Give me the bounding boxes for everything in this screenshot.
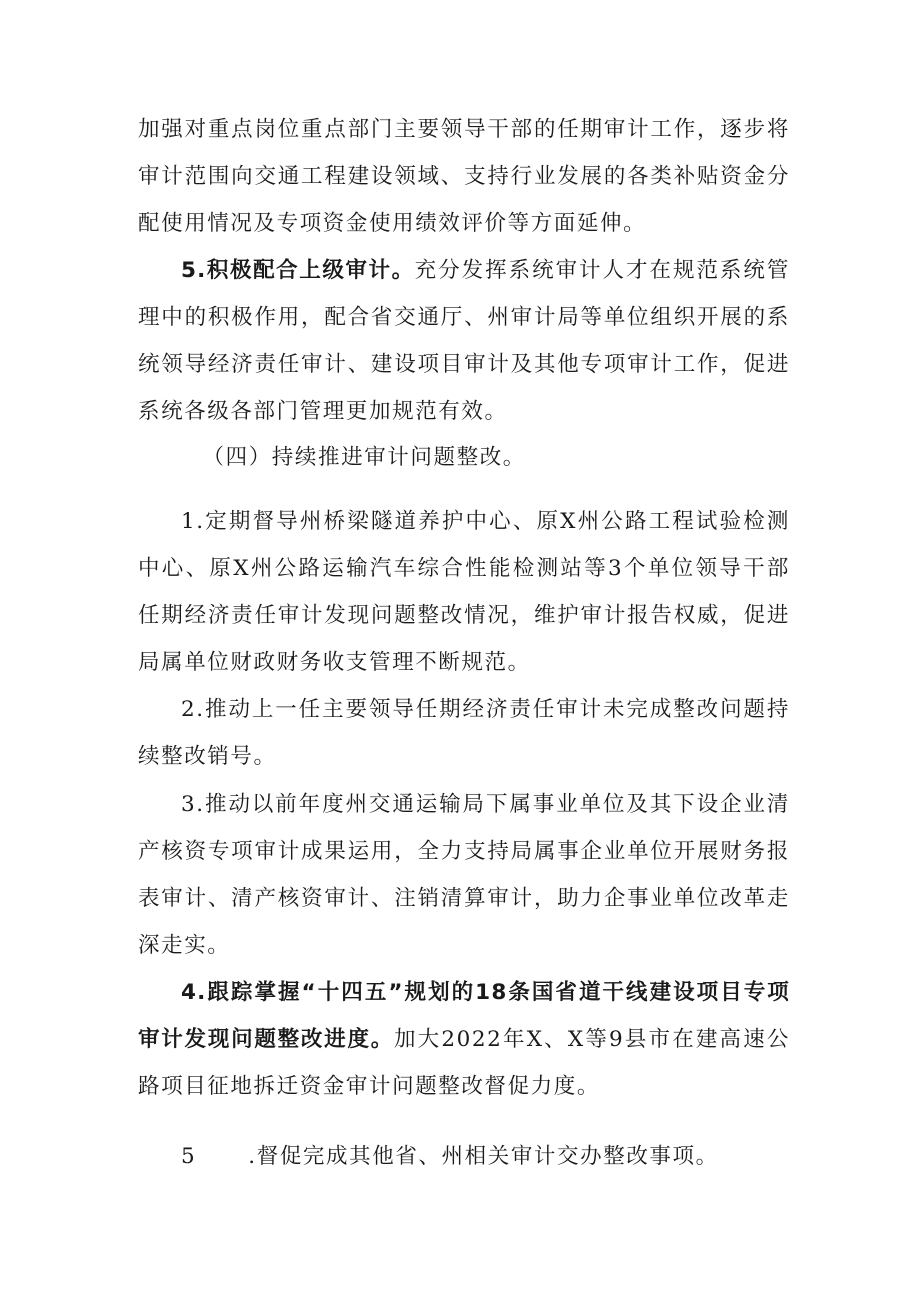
paragraph-text: 充分发挥系统审计人才在规范系统管理中的积极作用，配合省交通厅、州审计局等单位组织开展的系统领导经济责任审计、建设项目审计及其他专项审计工作，促进系统各级各部门管理更加规范有效。: [138, 258, 791, 424]
paragraph-item-4-tracking: [138, 969, 790, 1110]
item-number: 3: [181, 792, 197, 817]
paragraph-text: 加大2022年X、X等9县市在建高速公路项目征地拆迁资金审计问题整改督促力度。: [138, 1027, 790, 1099]
item-number: 1: [181, 509, 197, 534]
item-number: 5: [181, 1144, 197, 1169]
item-number: 5: [181, 258, 198, 283]
paragraph-text: .定期督导州桥梁隧道养护中心、原X州公路工程试验检测中心、原X州公路运输汽车综合性能检测站等3个单位领导干部任期经济责任审计发现问题整改情况，维护审计报告权威，促进局属单位财政财务收支管理不断规范。: [138, 509, 790, 675]
item-number: 4: [181, 980, 198, 1005]
item-heading: .跟踪掌握“十四五”规划的18条国省道干线建设项目专项审计发现问题整改进度。: [138, 980, 790, 1052]
paragraph-text: .推动以前年度州交通运输局下属事业单位及其下设企业清产核资专项审计成果运用，全力支持局属事企业单位开展财务报表审计、清产核资审计、注销清算审计，助力企事业单位改革走深走实。: [138, 792, 790, 958]
paragraph-item-2-promote: [138, 686, 790, 780]
item-number: 2: [181, 697, 197, 722]
paragraph-item-5-cooperate: [138, 247, 790, 435]
paragraph-text: 加强对重点岗位重点部门主要领导干部的任期审计工作，逐步将审计范围向交通工程建设领域、支持行业发展的各类补贴资金分配使用情况及专项资金使用绩效评价等方面延伸。: [138, 117, 790, 236]
section-heading-four: [138, 434, 790, 481]
paragraph-audit-scope: [138, 106, 790, 247]
paragraph-item-5-complete: [138, 1133, 790, 1180]
paragraph-text: .督促完成其他省、州相关审计交办整改事项。: [248, 1144, 719, 1169]
item-heading: .积极配合上级审计。: [197, 258, 415, 283]
paragraph-item-3-results: [138, 781, 790, 969]
paragraph-text: .推动上一任主要领导任期经济责任审计未完成整改问题持续整改销号。: [138, 697, 790, 769]
paragraph-item-1-supervise: [138, 498, 790, 686]
section-heading-text: （四）持续推进审计问题整改。: [202, 445, 526, 470]
